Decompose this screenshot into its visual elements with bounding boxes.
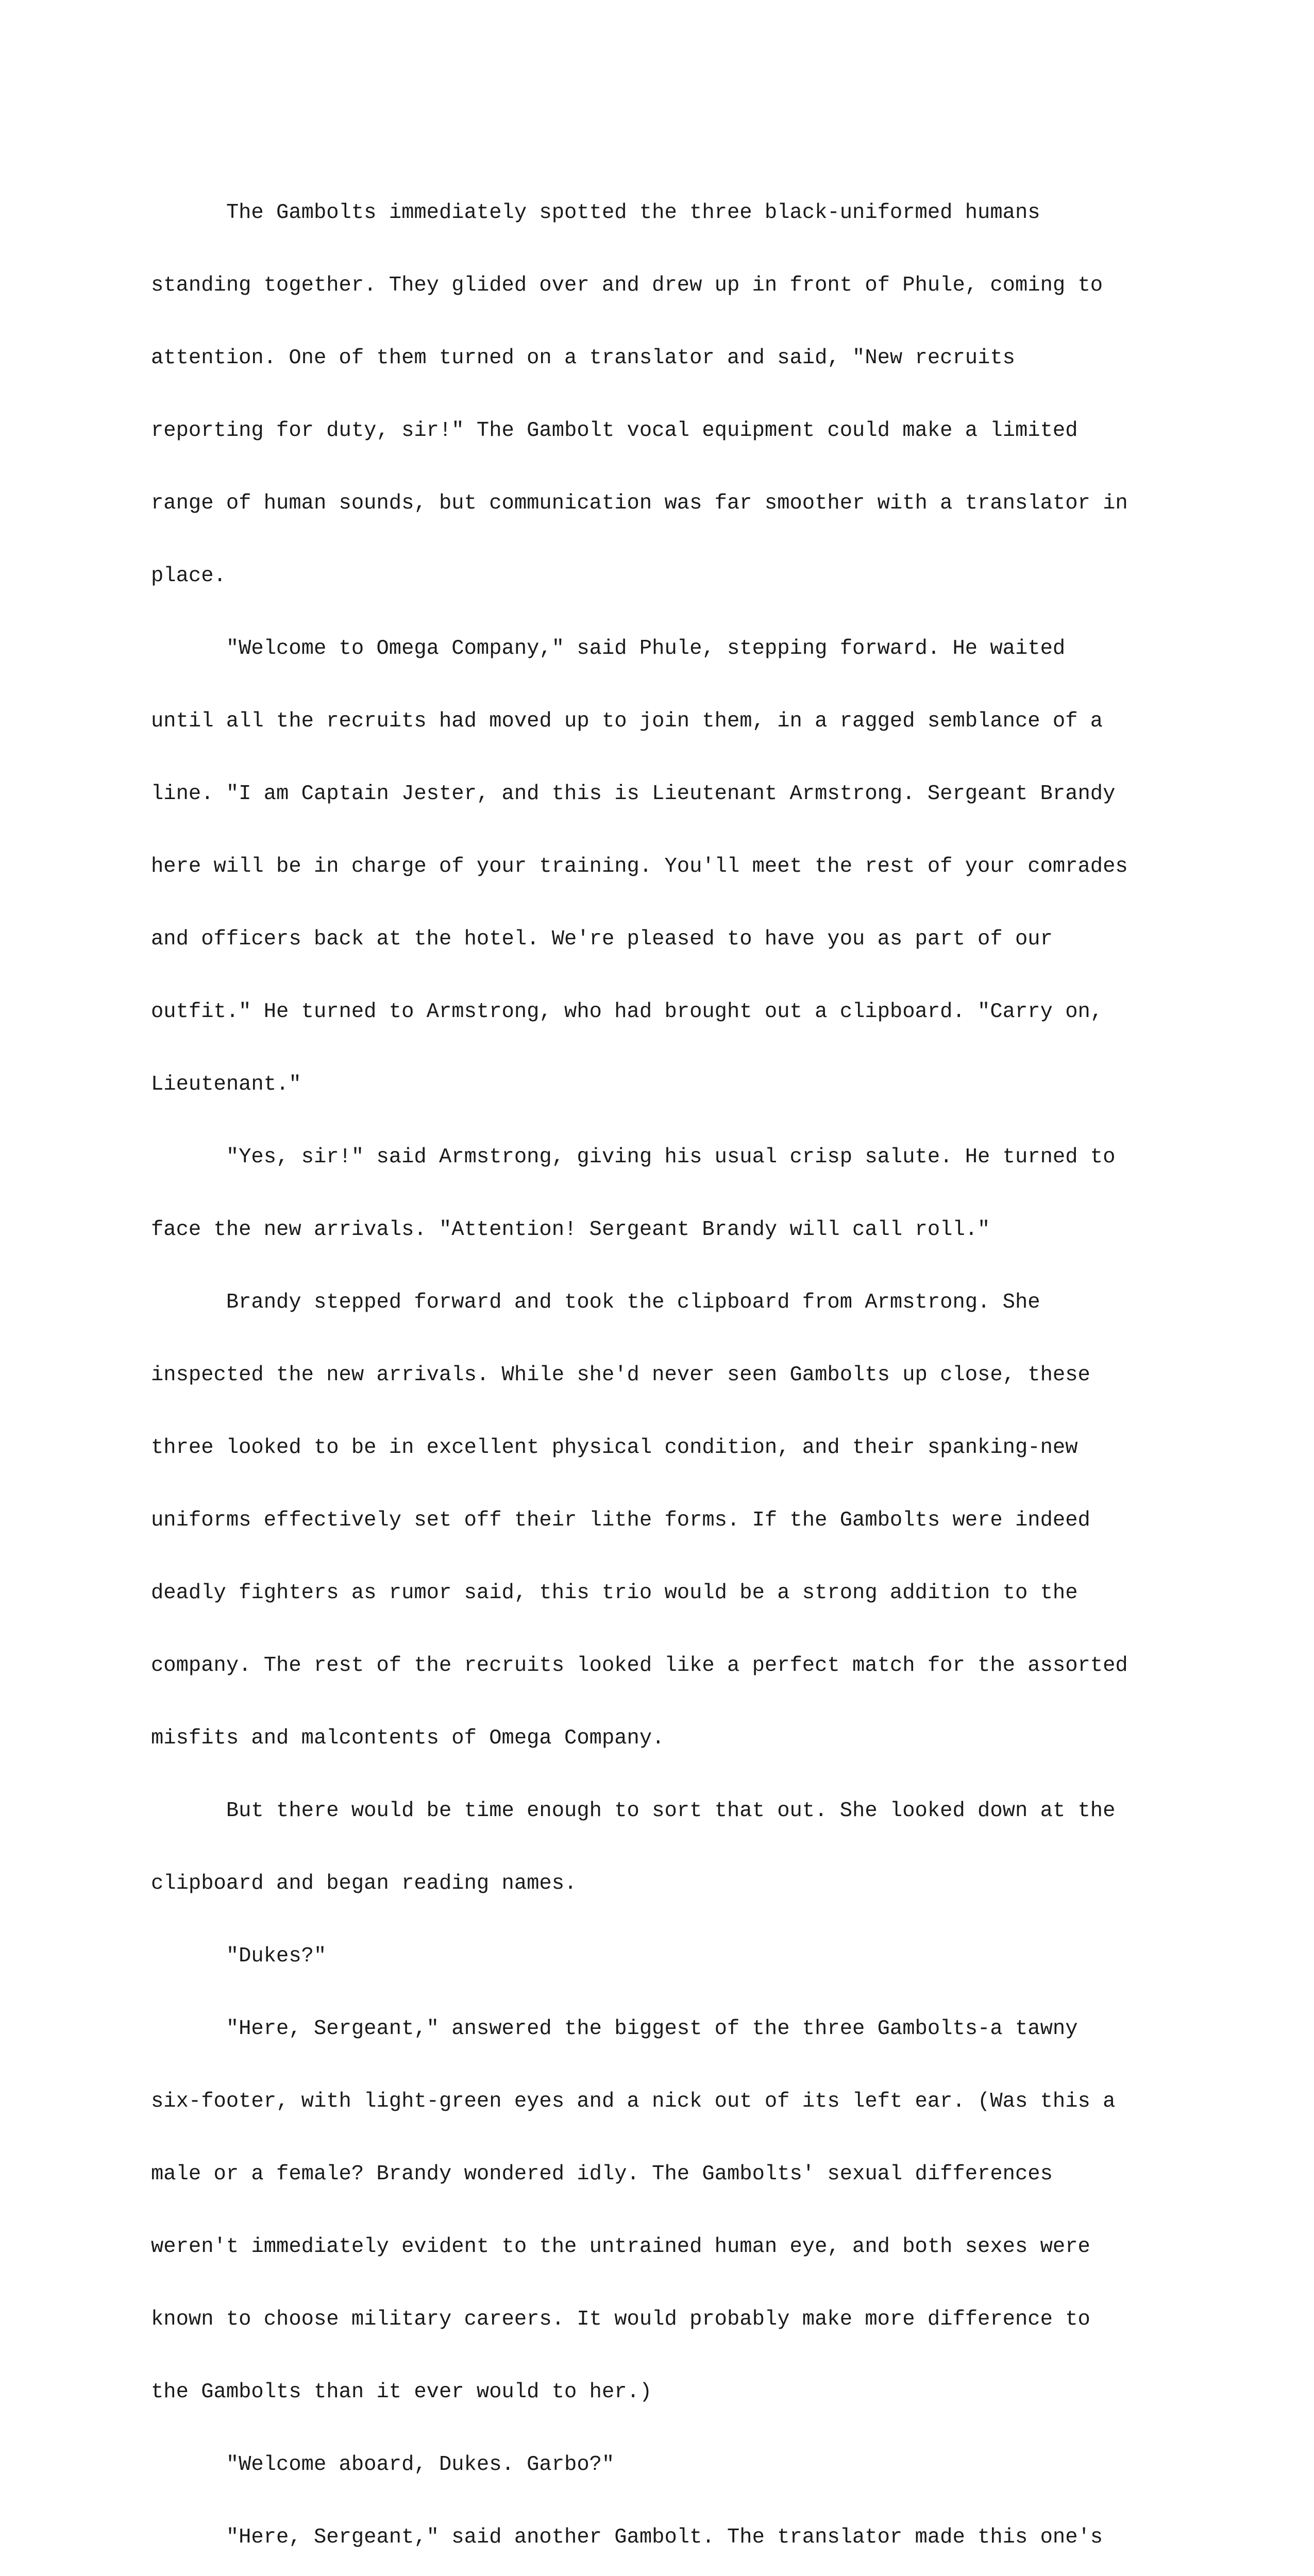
text-line: inspected the new arrivals. While she'd never seen Gambolts up close, these [151, 1363, 1090, 1387]
text-line: range of human sounds, but communication was far smoother with a translator in [151, 492, 1128, 515]
text-line: misfits and malcontents of Omega Company. [151, 1726, 665, 1750]
text-line: line. "I am Captain Jester, and this is Lieutenant Armstrong. Sergeant Brandy [151, 782, 1116, 806]
text-line: The Gambolts immediately spotted the three black-uniformed humans [151, 201, 1040, 225]
text-line: clipboard and began reading names. [151, 1872, 577, 1895]
text-line: "Here, Sergeant," answered the biggest of the three Gambolts-a tawny [151, 2017, 1078, 2041]
text-line: attention. One of them turned on a translator and said, "New recruits [151, 346, 1015, 370]
text-line: But there would be time enough to sort that out. She looked down at the [151, 1799, 1116, 1823]
text-line: three looked to be in excellent physical condition, and their spanking-new [151, 1436, 1078, 1460]
body-text [151, 152, 1182, 2576]
text-line: the Gambolts than it ever would to her.) [151, 2380, 652, 2404]
text-line: here will be in charge of your training. You'll meet the rest of your comrades [151, 855, 1128, 878]
text-line: deadly fighters as rumor said, this trio would be a strong addition to the [151, 1581, 1078, 1605]
text-line: reporting for duty, sir!" The Gambolt vocal equipment could make a limited [151, 419, 1078, 443]
text-line: face the new arrivals. "Attention! Sergeant Brandy will call roll." [151, 1218, 990, 1242]
text-line: uniforms effectively set off their lithe forms. If the Gambolts were indeed [151, 1509, 1090, 1532]
text-line: "Welcome aboard, Dukes. Garbo?" [151, 2453, 615, 2477]
text-line: until all the recruits had moved up to join them, in a ragged semblance of a [151, 709, 1103, 733]
text-line: place. [151, 564, 226, 588]
text-line: Lieutenant." [151, 1073, 301, 1096]
text-line: "Dukes?" [151, 1944, 327, 1968]
text-line: Brandy stepped forward and took the clipboard from Armstrong. She [151, 1291, 1040, 1314]
text-line: "Yes, sir!" said Armstrong, giving his usual crisp salute. He turned to [151, 1145, 1116, 1169]
text-line: male or a female? Brandy wondered idly. The Gambolts' sexual differences [151, 2162, 1053, 2186]
text-line: known to choose military careers. It would probably make more difference to [151, 2308, 1090, 2331]
text-line: company. The rest of the recruits looked like a perfect match for the assorted [151, 1654, 1128, 1677]
text-line: six-footer, with light-green eyes and a nick out of its left ear. (Was this a [151, 2090, 1116, 2113]
text-line: weren't immediately evident to the untrained human eye, and both sexes were [151, 2235, 1090, 2259]
text-line: outfit." He turned to Armstrong, who had brought out a clipboard. "Carry on, [151, 1000, 1103, 1024]
text-line: and officers back at the hotel. We're pleased to have you as part of our [151, 927, 1053, 951]
text-line: "Welcome to Omega Company," said Phule, stepping forward. He waited [151, 637, 1066, 660]
text-line: standing together. They glided over and drew up in front of Phule, coming to [151, 274, 1103, 297]
text-line: "Here, Sergeant," said another Gambolt. The translator made this one's [151, 2526, 1103, 2549]
